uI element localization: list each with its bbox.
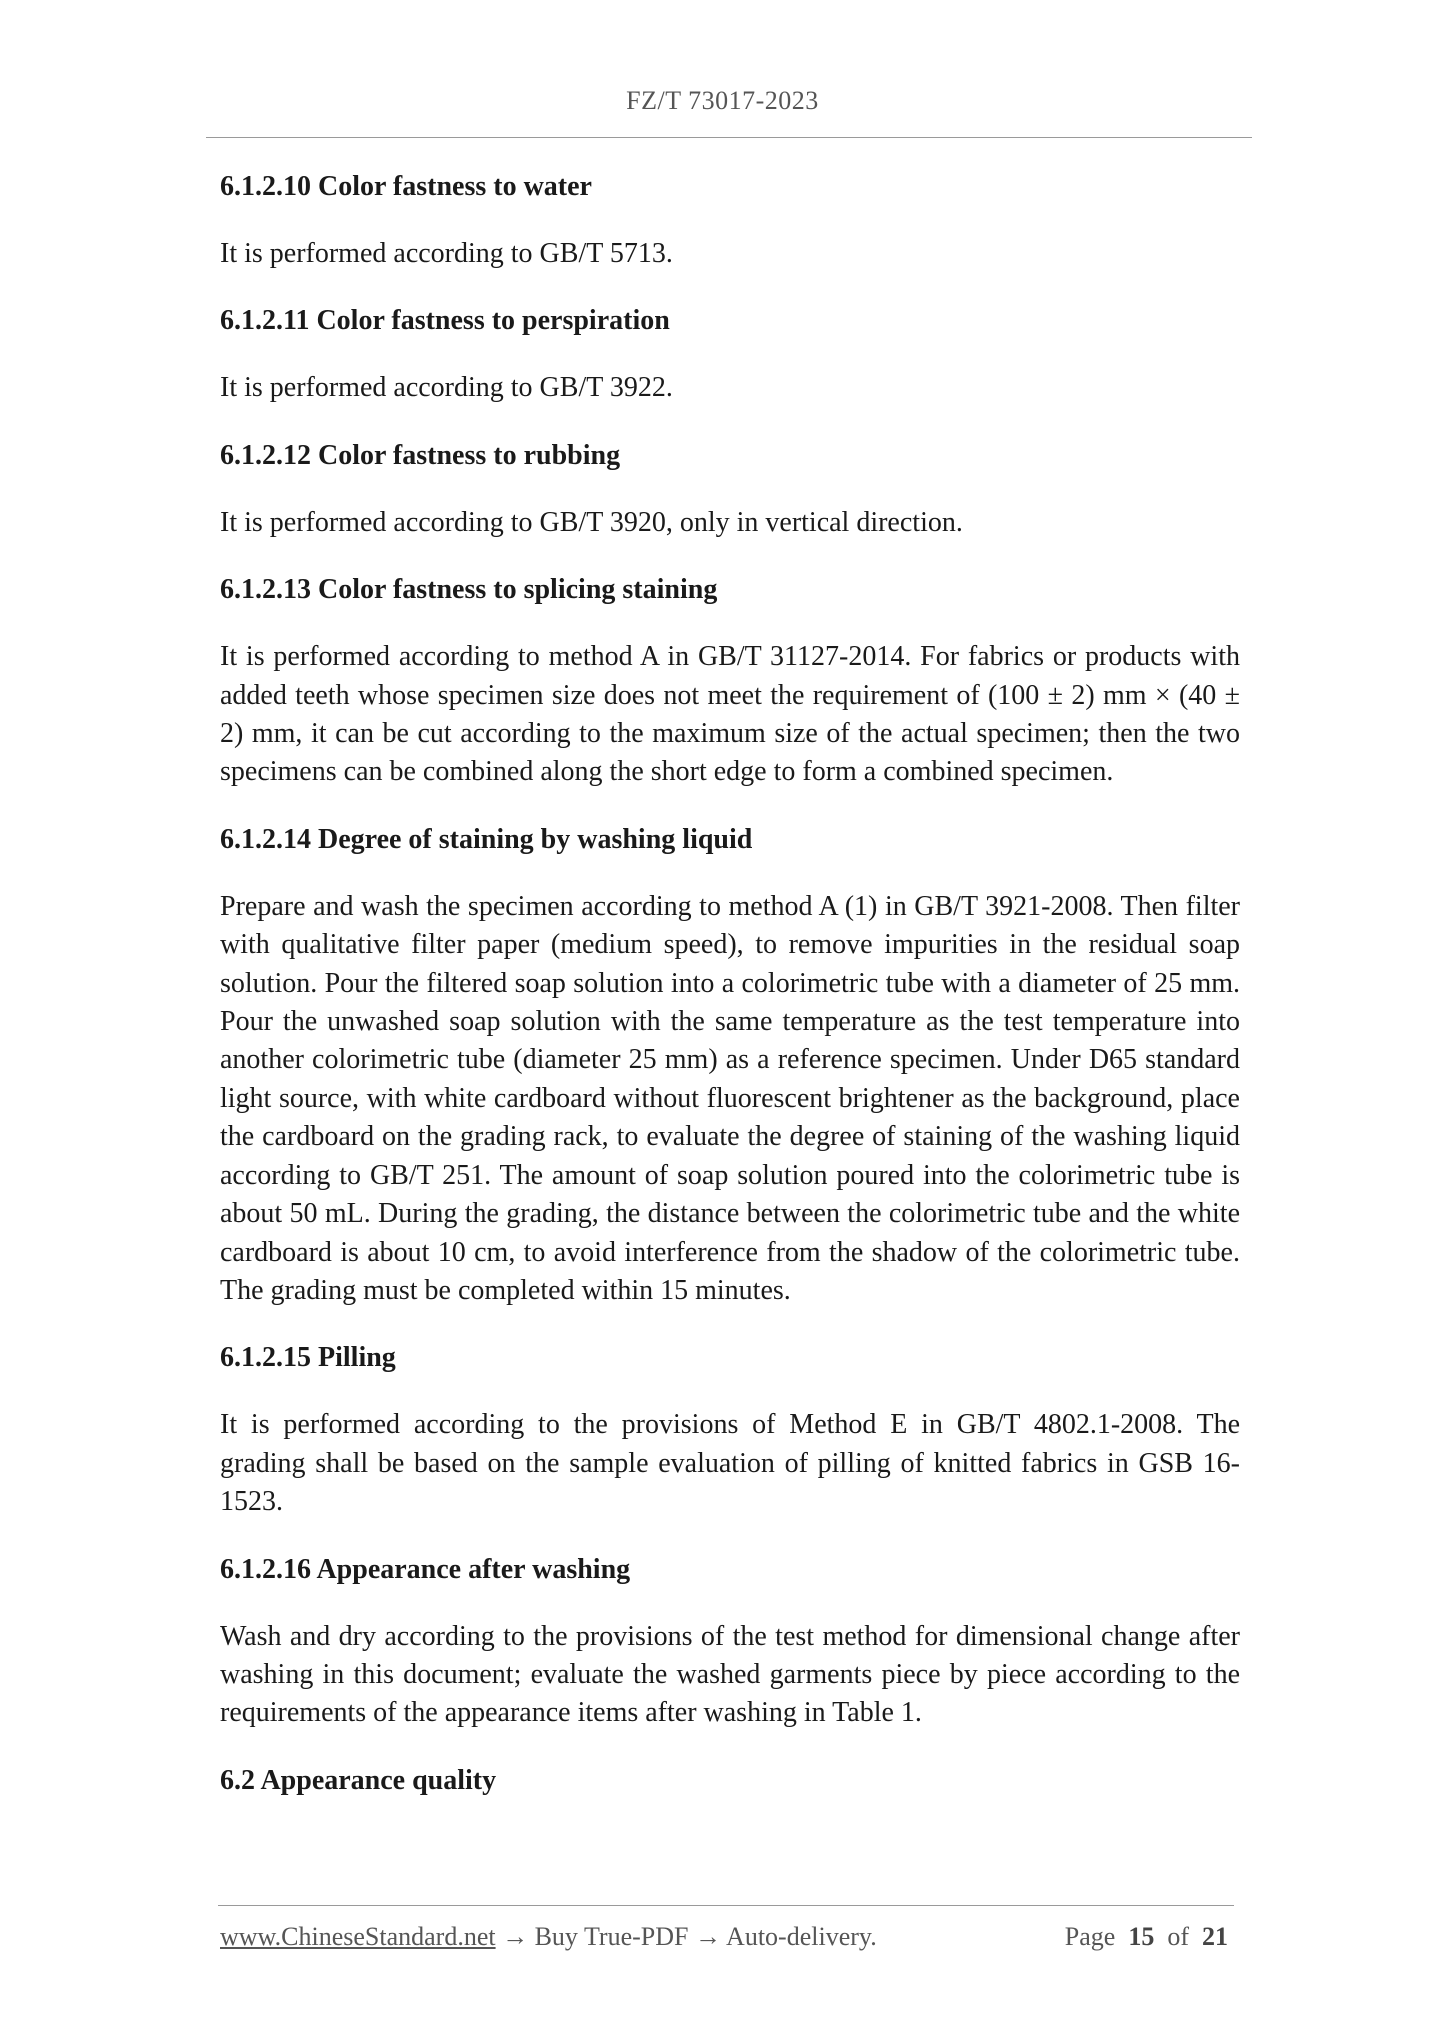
page-number xyxy=(1065,1922,1228,1952)
section-heading-6-2: 6.2 Appearance quality xyxy=(220,1764,497,1796)
section-heading-6-1-2-11: 6.1.2.11 Color fastness to perspiration xyxy=(220,305,670,337)
page-of-label: of xyxy=(1167,1922,1189,1951)
section-text-6-1-2-12: It is performed according to GB/T 3920, only in vertical direction. xyxy=(220,506,963,538)
section-heading-6-1-2-13: 6.1.2.13 Color fastness to splicing staining xyxy=(220,574,718,606)
chinesestandard-link[interactable]: www.ChineseStandard.net xyxy=(220,1922,496,1951)
section-text-6-1-2-10: It is performed according to GB/T 5713. xyxy=(220,238,673,269)
section-text-6-1-2-15: It is performed according to the provisions of Method E in GB/T 4802.1-2008. The grading shall be based on the sample evaluation of pilling of knitted fabrics in GSB 16-1523. xyxy=(220,1409,1240,1518)
section-heading-6-1-2-16: 6.1.2.16 Appearance after washing xyxy=(220,1553,631,1585)
footer-promo xyxy=(220,1922,877,1952)
section-heading-6-1-2-15: 6.1.2.15 Pilling xyxy=(220,1342,396,1374)
section-text-6-1-2-16: Wash and dry according to the provisions of the test method for dimensional change after washing in this document; evaluate the washed garments piece by piece according to the requirements of the appearance items after washing in Table 1. xyxy=(220,1620,1240,1729)
page-total: 21 xyxy=(1202,1922,1228,1951)
footer-nav-text: → Buy True-PDF → Auto-delivery. xyxy=(495,1922,877,1951)
page-current: 15 xyxy=(1128,1922,1155,1951)
section-heading-6-1-2-14: 6.1.2.14 Degree of staining by washing liquid xyxy=(220,823,753,855)
page-label: Page xyxy=(1064,1922,1116,1951)
section-text-6-1-2-14: Prepare and wash the specimen according to method A (1) in GB/T 3921-2008. Then filter with qualitative filter paper (medium speed), to remove impurities in the residual soap solution. Pour the filtered soap solution into a colorimetric tube with a diameter of 25 mm. Pour the unwashed soap solution with the same temperature as the test temperature into another colorimetric tube (diameter 25 mm) as a reference specimen. Under D65 standard light source, with white cardboard without fluorescent brightener as the background, place the cardboard on the grading rack, to evaluate the degree of staining of the washing liquid according to GB/T 251. The amount of soap solution poured into the colorimetric tube is about 50 mL. During the grading, the distance between the colorimetric tube and the white cardboard is about 10 cm, to avoid interference from the shadow of the colorimetric tube. The grading must be completed within 15 minutes. xyxy=(220,890,1240,1306)
footer-divider xyxy=(218,1905,1234,1906)
section-heading-6-1-2-10: 6.1.2.10 Color fastness to water xyxy=(220,171,592,202)
document-header: FZ/T 73017-2023 xyxy=(626,86,819,115)
document-body xyxy=(220,168,1240,1829)
section-text-6-1-2-11: It is performed according to GB/T 3922. xyxy=(220,372,673,404)
section-heading-6-1-2-12: 6.1.2.12 Color fastness to rubbing xyxy=(220,439,621,471)
section-text-6-1-2-13: It is performed according to method A in GB/T 31127-2014. For fabrics or products with added teeth whose specimen size does not meet the requirement of (100 ± 2) mm × (40 ± 2) mm, it can be cut according to the maximum size of the actual specimen; then the two specimens can be combined along the short edge to form a combined specimen. xyxy=(220,641,1240,788)
header-divider xyxy=(206,137,1252,138)
